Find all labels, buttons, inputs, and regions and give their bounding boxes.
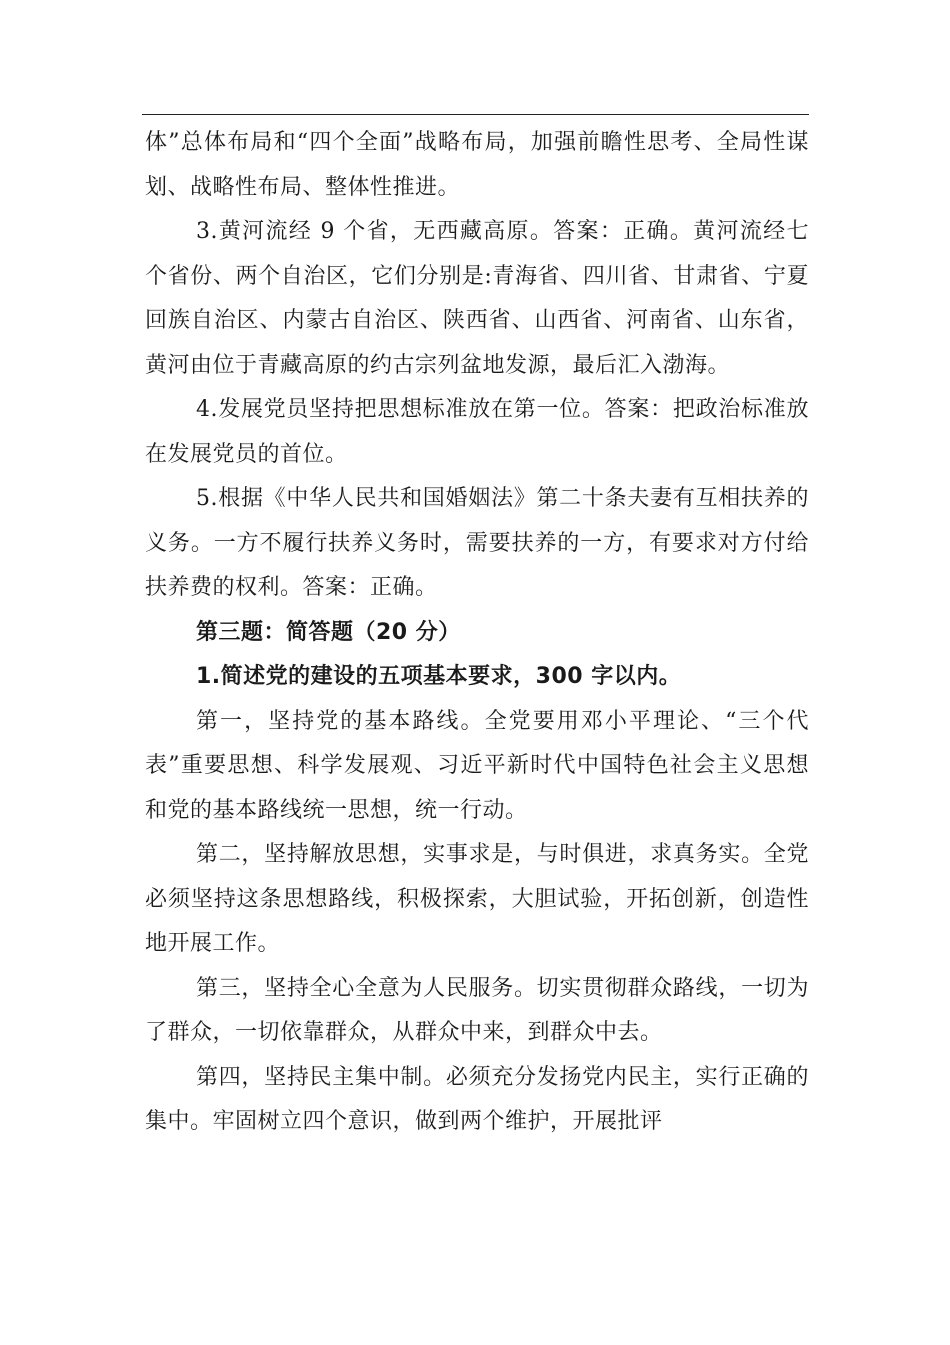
header-rule <box>142 114 809 115</box>
document-body <box>145 121 809 1145</box>
answer-point-4: 第四，坚持民主集中制。必须充分发扬党内民主，实行正确的集中。牢固树立四个意识，做到两个维护，开展批评 <box>145 1064 809 1134</box>
answer-point-3: 第三，坚持全心全意为人民服务。切实贯彻群众路线，一切为了群众，一切依靠群众，从群众中来，到群众中去。 <box>145 975 809 1045</box>
paragraph-item-5: 5.根据《中华人民共和国婚姻法》第二十条夫妻有互相扶养的义务。一方不履行扶养义务时，需要扶养的一方，有要求对方付给扶养费的权利。答案：正确。 <box>145 486 809 600</box>
paragraph-continuation: 体”总体布局和“四个全面”战略布局，加强前瞻性思考、全局性谋划、战略性布局、整体性推进。 <box>145 130 809 200</box>
paragraph-item-4: 4.发展党员坚持把思想标准放在第一位。答案：把政治标准放在发展党员的首位。 <box>145 397 809 467</box>
paragraph-item-3: 3.黄河流经 9 个省，无西藏高原。答案：正确。黄河流经七个省份、两个自治区，它们分别是:青海省、四川省、甘肃省、宁夏回族自治区、内蒙古自治区、陕西省、山西省、河南省、山东省，黄河由位于青藏高原的约古宗列盆地发源，最后汇入渤海。 <box>145 219 809 378</box>
answer-point-2: 第二，坚持解放思想，实事求是，与时俱进，求真务实。全党必须坚持这条思想路线，积极探索，大胆试验，开拓创新，创造性地开展工作。 <box>145 842 809 956</box>
section-heading: 第三题：简答题（20 分） <box>196 619 461 645</box>
answer-point-1: 第一，坚持党的基本路线。全党要用邓小平理论、“三个代表”重要思想、科学发展观、习近平新时代中国特色社会主义思想和党的基本路线统一思想，统一行动。 <box>145 708 809 823</box>
question-heading: 1.简述党的建设的五项基本要求，300 字以内。 <box>196 664 682 689</box>
